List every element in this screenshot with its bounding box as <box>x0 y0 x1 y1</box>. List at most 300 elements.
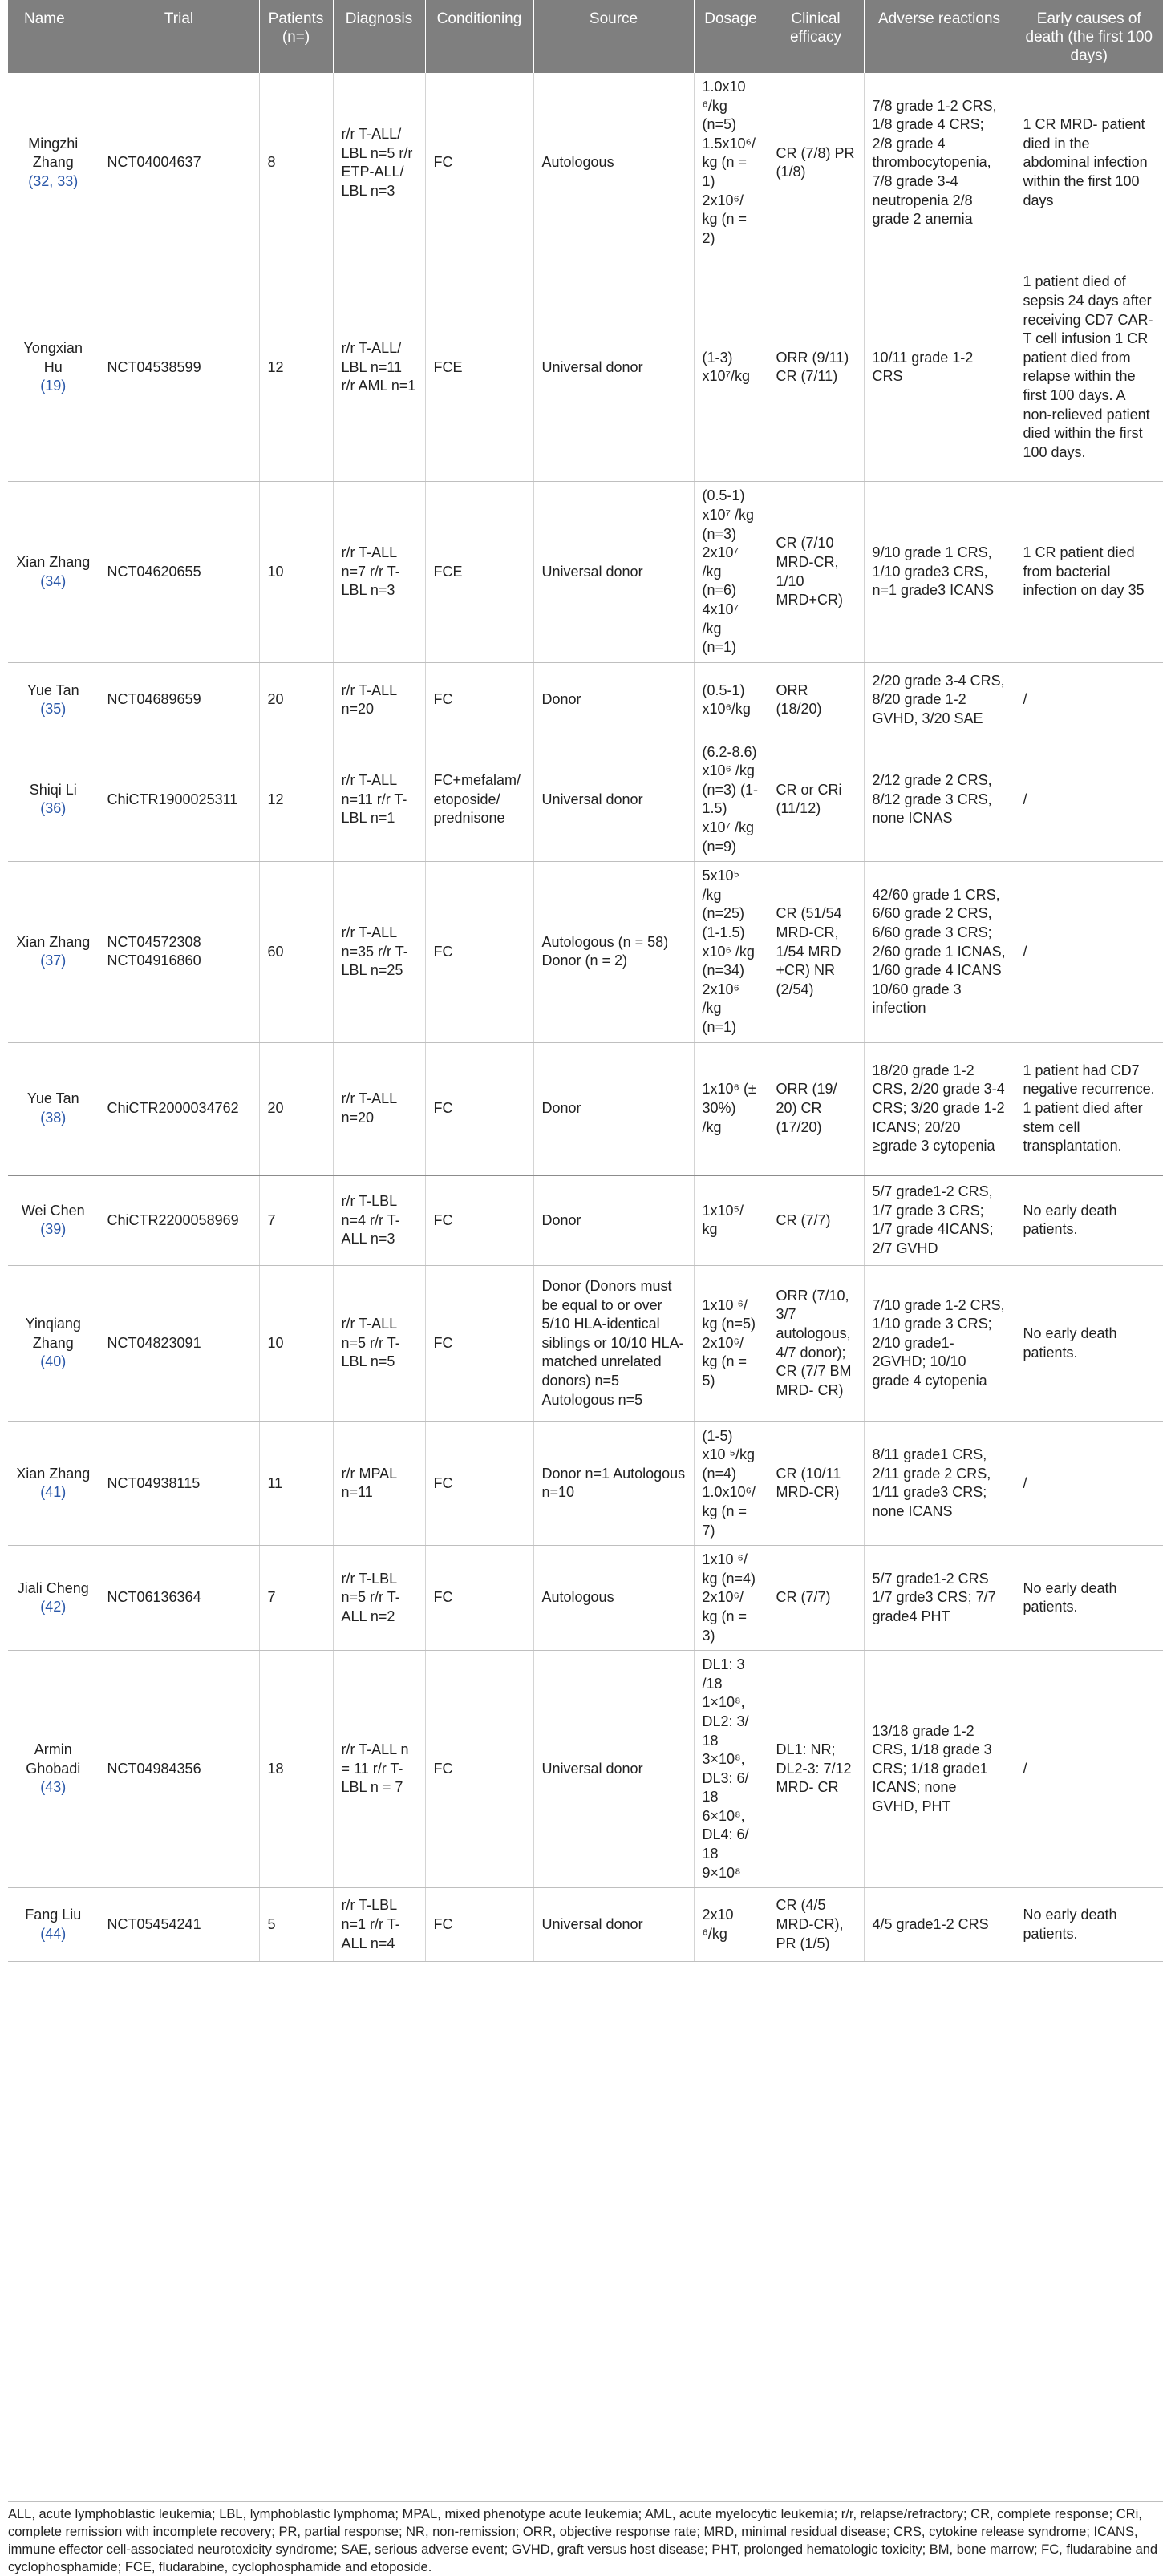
dosage-text: 1x10 ⁶/ kg (n=5) 2x10⁶/ kg (n = 5) <box>702 1296 756 1389</box>
cell-conditioning <box>425 862 533 1042</box>
table-row <box>8 738 1163 862</box>
cell-name <box>8 253 99 482</box>
reference-link[interactable]: (37) <box>40 952 67 969</box>
patients-text: 18 <box>267 1760 284 1777</box>
adverse-text: 5/7 grade1-2 CRS, 1/7 grade 3 CRS; 1/7 grade 4ICANS; 2/7 GVHD <box>872 1183 994 1256</box>
cell-source <box>533 862 694 1042</box>
cell-diagnosis <box>333 1888 425 1962</box>
header-trial: Trial <box>99 0 259 73</box>
table-row <box>8 1175 1163 1265</box>
cell-efficacy <box>768 1042 864 1175</box>
cell-death <box>1015 253 1163 482</box>
diagnosis-text: r/r T-ALL n=5 r/r T-LBL n=5 <box>341 1316 400 1370</box>
dosage-text: (0.5-1) x10⁷ /kg (n=3) 2x10⁷ /kg (n=6) 4x10⁷ /kg (n=1) <box>702 487 755 656</box>
cell-conditioning <box>425 662 533 738</box>
efficacy-text: CR (10/11 MRD-CR) <box>776 1465 841 1501</box>
reference-link[interactable]: (35) <box>40 701 67 718</box>
death-text: / <box>1023 1474 1027 1491</box>
cell-death <box>1015 73 1163 253</box>
patients-text: 7 <box>267 1589 276 1606</box>
cell-adverse <box>864 1888 1015 1962</box>
investigator-name: Fang Liu <box>25 1907 82 1923</box>
cell-source <box>533 1175 694 1265</box>
cell-patients <box>259 1651 333 1888</box>
cell-dosage <box>694 1546 768 1651</box>
cell-diagnosis <box>333 1175 425 1265</box>
dosage-text: DL1: 3 /18 1×10⁸, DL2: 3/ 18 3×10⁸, DL3: 6/ 18 6×10⁸, DL4: 6/ 18 9×10⁸ <box>702 1656 749 1881</box>
dosage-text: (1-5) x10 ⁵/kg (n=4) 1.0x10⁶/ kg (n = 7) <box>702 1427 756 1539</box>
adverse-text: 8/11 grade1 CRS, 2/11 grade 2 CRS, 1/11 grade3 CRS; none ICANS <box>872 1446 991 1519</box>
cell-name <box>8 1265 99 1421</box>
diagnosis-text: r/r T-ALL n=7 r/r T-LBL n=3 <box>341 544 400 599</box>
efficacy-text: CR (4/5 MRD-CR), PR (1/5) <box>776 1897 844 1951</box>
cell-dosage <box>694 662 768 738</box>
conditioning-text: FCE <box>433 358 463 375</box>
diagnosis-text: r/r T-ALL/ LBL n=5 r/r ETP-ALL/ LBL n=3 <box>341 125 413 199</box>
table-row <box>8 253 1163 482</box>
death-text: 1 CR MRD- patient died in the abdominal infection within the first 100 days <box>1023 116 1148 208</box>
cell-adverse <box>864 738 1015 862</box>
conditioning-text: FC <box>433 691 453 708</box>
diagnosis-text: r/r T-LBL n=1 r/r T-ALL n=4 <box>341 1897 400 1951</box>
trial-text: ChiCTR2000034762 <box>107 1100 239 1117</box>
table-row <box>8 1421 1163 1546</box>
cell-efficacy <box>768 862 864 1042</box>
cell-efficacy <box>768 1175 864 1265</box>
patients-text: 12 <box>267 358 284 375</box>
efficacy-text: ORR (18/20) <box>776 681 822 718</box>
investigator-name: Yongxian Hu <box>23 339 83 375</box>
cell-efficacy <box>768 253 864 482</box>
cell-conditioning <box>425 73 533 253</box>
cell-source <box>533 1265 694 1421</box>
death-text: / <box>1023 791 1027 807</box>
cell-trial <box>99 1175 259 1265</box>
cell-efficacy <box>768 1651 864 1888</box>
cell-trial <box>99 862 259 1042</box>
cell-diagnosis <box>333 1651 425 1888</box>
table-row <box>8 1265 1163 1421</box>
dosage-text: 5x10⁵ /kg (n=25) (1-1.5) x10⁶ /kg (n=34) 2x10⁶ /kg (n=1) <box>702 867 755 1035</box>
cell-dosage <box>694 1042 768 1175</box>
table-body <box>8 73 1163 1962</box>
cell-trial <box>99 662 259 738</box>
reference-link[interactable]: (42) <box>40 1599 67 1616</box>
clinical-trials-table <box>8 0 1163 1962</box>
dosage-text: 1.0x10 ⁶/kg (n=5) 1.5x10⁶/ kg (n = 1) 2x10⁶/ kg (n = 2) <box>702 79 756 246</box>
trial-text: NCT06136364 <box>107 1589 201 1606</box>
dosage-text: (0.5-1) x10⁶/kg <box>702 681 751 718</box>
efficacy-text: CR or CRi (11/12) <box>776 781 842 817</box>
cell-name <box>8 73 99 253</box>
cell-conditioning <box>425 1888 533 1962</box>
cell-name <box>8 1651 99 1888</box>
cell-conditioning <box>425 1421 533 1546</box>
efficacy-text: DL1: NR; DL2-3: 7/12 MRD- CR <box>776 1741 852 1796</box>
death-text: No early death patients. <box>1023 1325 1117 1361</box>
table-row <box>8 1888 1163 1962</box>
cell-adverse <box>864 662 1015 738</box>
investigator-name: Wei Chen <box>21 1202 85 1219</box>
cell-efficacy <box>768 662 864 738</box>
header-dosage: Dosage <box>694 0 768 73</box>
cell-patients <box>259 1175 333 1265</box>
cell-death <box>1015 862 1163 1042</box>
cell-death <box>1015 1421 1163 1546</box>
diagnosis-text: r/r T-ALL n=20 <box>341 681 397 718</box>
source-text: Donor <box>541 691 581 708</box>
trial-text: NCT04620655 <box>107 563 201 580</box>
cell-dosage <box>694 738 768 862</box>
cell-patients <box>259 1888 333 1962</box>
cell-adverse <box>864 253 1015 482</box>
reference-link[interactable]: (41) <box>40 1484 67 1501</box>
investigator-name: Xian Zhang <box>16 553 91 570</box>
death-text: / <box>1023 943 1027 960</box>
diagnosis-text: r/r MPAL n=11 <box>341 1465 397 1501</box>
trial-text: ChiCTR1900025311 <box>107 791 238 807</box>
cell-dosage <box>694 1421 768 1546</box>
table-row <box>8 662 1163 738</box>
investigator-name: Shiqi Li <box>29 781 77 798</box>
patients-text: 20 <box>267 691 284 708</box>
death-text: No early death patients. <box>1023 1907 1117 1942</box>
cell-efficacy <box>768 482 864 662</box>
cell-adverse <box>864 1265 1015 1421</box>
cell-patients <box>259 73 333 253</box>
cell-conditioning <box>425 738 533 862</box>
investigator-name: Xian Zhang <box>16 933 91 950</box>
conditioning-text: FC <box>433 1334 453 1351</box>
death-text: 1 patient had CD7 negative recurrence. 1 patient died after stem cell transplantation. <box>1023 1062 1155 1155</box>
cell-patients <box>259 662 333 738</box>
cell-efficacy <box>768 73 864 253</box>
header-efficacy: Clinical efficacy <box>768 0 864 73</box>
cell-adverse <box>864 862 1015 1042</box>
cell-source <box>533 1651 694 1888</box>
cell-patients <box>259 482 333 662</box>
cell-source <box>533 73 694 253</box>
cell-patients <box>259 738 333 862</box>
cell-efficacy <box>768 1265 864 1421</box>
header-diagnosis: Diagnosis <box>333 0 425 73</box>
table-header-row <box>8 0 1163 73</box>
cell-adverse <box>864 1421 1015 1546</box>
trial-text: NCT04823091 <box>107 1334 201 1351</box>
diagnosis-text: r/r T-LBL n=5 r/r T-ALL n=2 <box>341 1570 400 1624</box>
trial-text: ChiCTR2200058969 <box>107 1211 239 1228</box>
trial-text: NCT04572308 NCT04916860 <box>107 933 201 969</box>
header-patients: Patients (n=) <box>259 0 333 73</box>
table-row <box>8 862 1163 1042</box>
trial-text: NCT04984356 <box>107 1760 201 1777</box>
cell-conditioning <box>425 1546 533 1651</box>
cell-death <box>1015 1042 1163 1175</box>
conditioning-text: FC <box>433 1211 453 1228</box>
cell-trial <box>99 1265 259 1421</box>
adverse-text: 2/20 grade 3-4 CRS, 8/20 grade 1-2 GVHD, 3/20 SAE <box>872 672 1005 726</box>
source-text: Universal donor <box>541 1915 643 1932</box>
cell-dosage <box>694 862 768 1042</box>
cell-source <box>533 253 694 482</box>
cell-diagnosis <box>333 1546 425 1651</box>
source-text: Universal donor <box>541 1760 643 1777</box>
cell-efficacy <box>768 1421 864 1546</box>
reference-link[interactable]: (36) <box>40 800 67 817</box>
cell-conditioning <box>425 1265 533 1421</box>
patients-text: 7 <box>267 1211 276 1228</box>
patients-text: 8 <box>267 154 276 171</box>
conditioning-text: FC <box>433 1915 453 1932</box>
source-text: Donor <box>541 1100 581 1117</box>
header-conditioning: Conditioning <box>425 0 533 73</box>
cell-dosage <box>694 1888 768 1962</box>
cell-source <box>533 1546 694 1651</box>
cell-efficacy <box>768 1546 864 1651</box>
patients-text: 10 <box>267 1334 284 1351</box>
patients-text: 11 <box>267 1474 283 1491</box>
patients-text: 10 <box>267 563 284 580</box>
conditioning-text: FC <box>433 154 453 171</box>
cell-trial <box>99 1042 259 1175</box>
dosage-text: 1x10⁶ (± 30%) /kg <box>702 1081 756 1135</box>
dosage-text: 1x10⁵/ kg <box>702 1202 744 1238</box>
cell-efficacy <box>768 738 864 862</box>
source-text: Autologous <box>541 1589 614 1606</box>
diagnosis-text: r/r T-ALL n=35 r/r T-LBL n=25 <box>341 924 408 979</box>
adverse-text: 2/12 grade 2 CRS, 8/12 grade 3 CRS, none ICNAS <box>872 772 992 827</box>
cell-name <box>8 1888 99 1962</box>
cell-adverse <box>864 73 1015 253</box>
cell-patients <box>259 1421 333 1546</box>
cell-trial <box>99 253 259 482</box>
death-text: 1 patient died of sepsis 24 days after receiving CD7 CAR-T cell infusion 1 CR patient died from relapse within the first 100 days. A non-relieved patient died within the first 100 days. <box>1023 273 1153 460</box>
adverse-text: 42/60 grade 1 CRS, 6/60 grade 2 CRS, 6/60 grade 3 CRS; 2/60 grade 1 ICNAS, 1/60 grade 4 ICANS 10/60 grade 3 infection <box>872 886 1006 1017</box>
efficacy-text: ORR (9/11) CR (7/11) <box>776 349 849 385</box>
source-text: Universal donor <box>541 563 643 580</box>
efficacy-text: CR (7/10 MRD-CR, 1/10 MRD+CR) <box>776 535 843 609</box>
cell-name <box>8 482 99 662</box>
adverse-text: 9/10 grade 1 CRS, 1/10 grade3 CRS, n=1 grade3 ICANS <box>872 544 995 599</box>
cell-trial <box>99 73 259 253</box>
conditioning-text: FC <box>433 1474 453 1491</box>
reference-link[interactable]: (19) <box>40 378 67 394</box>
diagnosis-text: r/r T-ALL n=11 r/r T-LBL n=1 <box>341 772 407 827</box>
patients-text: 60 <box>267 943 284 960</box>
cell-source <box>533 738 694 862</box>
cell-trial <box>99 1651 259 1888</box>
reference-link[interactable]: (39) <box>40 1221 67 1238</box>
table-row <box>8 1546 1163 1651</box>
diagnosis-text: r/r T-LBL n=4 r/r T-ALL n=3 <box>341 1192 400 1248</box>
cell-diagnosis <box>333 862 425 1042</box>
header-adverse: Adverse reactions <box>864 0 1015 73</box>
reference-link[interactable]: (40) <box>40 1353 67 1370</box>
death-text: 1 CR patient died from bacterial infection on day 35 <box>1023 544 1145 599</box>
cell-name <box>8 1175 99 1265</box>
cell-diagnosis <box>333 1265 425 1421</box>
cell-name <box>8 862 99 1042</box>
table-row <box>8 482 1163 662</box>
table-row <box>8 73 1163 253</box>
cell-conditioning <box>425 1651 533 1888</box>
cell-dosage <box>694 1265 768 1421</box>
adverse-text: 18/20 grade 1-2 CRS, 2/20 grade 3-4 CRS; 3/20 grade 1-2 ICANS; 20/20 ≥grade 3 cytopenia <box>872 1062 1005 1155</box>
cell-adverse <box>864 1546 1015 1651</box>
table-row <box>8 1042 1163 1175</box>
cell-source <box>533 662 694 738</box>
trial-text: NCT04689659 <box>107 691 201 708</box>
cell-diagnosis <box>333 662 425 738</box>
cell-patients <box>259 1265 333 1421</box>
adverse-text: 10/11 grade 1-2 CRS <box>872 349 974 385</box>
cell-name <box>8 1042 99 1175</box>
efficacy-text: CR (7/8) PR (1/8) <box>776 144 855 180</box>
cell-source <box>533 1042 694 1175</box>
reference-link[interactable]: (34) <box>40 572 67 589</box>
trial-text: NCT04538599 <box>107 358 201 375</box>
cell-death <box>1015 738 1163 862</box>
trial-text: NCT04938115 <box>107 1474 201 1491</box>
cell-name <box>8 738 99 862</box>
death-text: No early death patients. <box>1023 1579 1117 1616</box>
efficacy-text: ORR (7/10, 3/7 autologous, 4/7 donor); CR (7/7 BM MRD- CR) <box>776 1287 852 1398</box>
cell-patients <box>259 1042 333 1175</box>
cell-trial <box>99 1421 259 1546</box>
patients-text: 20 <box>267 1100 284 1117</box>
cell-diagnosis <box>333 482 425 662</box>
investigator-name: Yue Tan <box>26 681 79 698</box>
cell-death <box>1015 1175 1163 1265</box>
cell-dosage <box>694 253 768 482</box>
cell-dosage <box>694 1175 768 1265</box>
cell-adverse <box>864 482 1015 662</box>
death-text: No early death patients. <box>1023 1202 1117 1238</box>
adverse-text: 13/18 grade 1-2 CRS, 1/18 grade 3 CRS; 1/18 grade1 ICANS; none GVHD, PHT <box>872 1722 992 1815</box>
adverse-text: 7/8 grade 1-2 CRS, 1/8 grade 4 CRS; 2/8 grade 4 thrombocytopenia, 7/8 grade 3-4 neutropenia 2/8 grade 2 anemia <box>872 97 997 228</box>
source-text: Universal donor <box>541 358 643 375</box>
conditioning-text: FC <box>433 1589 453 1606</box>
cell-dosage <box>694 73 768 253</box>
dosage-text: 2x10 ⁶/kg <box>702 1907 734 1942</box>
cell-diagnosis <box>333 73 425 253</box>
source-text: Donor <box>541 1211 581 1228</box>
cell-patients <box>259 253 333 482</box>
cell-name <box>8 1421 99 1546</box>
cell-diagnosis <box>333 738 425 862</box>
efficacy-text: CR (51/54 MRD-CR, 1/54 MRD +CR) NR (2/54) <box>776 905 842 997</box>
cell-trial <box>99 1888 259 1962</box>
cell-trial <box>99 1546 259 1651</box>
reference-link[interactable]: (38) <box>40 1109 67 1126</box>
dosage-text: 1x10 ⁶/ kg (n=4) 2x10⁶/ kg (n = 3) <box>702 1551 756 1644</box>
cell-death <box>1015 662 1163 738</box>
source-text: Universal donor <box>541 791 643 807</box>
cell-conditioning <box>425 1042 533 1175</box>
header-death: Early causes of death (the first 100 days) <box>1015 0 1163 73</box>
investigator-name: Armin Ghobadi <box>26 1741 81 1777</box>
cell-patients <box>259 862 333 1042</box>
efficacy-text: CR (7/7) <box>776 1589 831 1606</box>
death-text: / <box>1023 691 1027 708</box>
investigator-name: Mingzhi Zhang <box>28 135 79 171</box>
cell-death <box>1015 1651 1163 1888</box>
conditioning-text: FC <box>433 1760 453 1777</box>
cell-diagnosis <box>333 253 425 482</box>
reference-link[interactable]: (32, 33) <box>28 172 79 189</box>
cell-patients <box>259 1546 333 1651</box>
cell-adverse <box>864 1175 1015 1265</box>
reference-link[interactable]: (43) <box>40 1779 67 1796</box>
conditioning-text: FC+mefalam/ etoposide/ prednisone <box>433 772 521 827</box>
source-text: Donor (Donors must be equal to or over 5/10 HLA-identical siblings or 10/10 HLA-matched unrelated donors) n=5 Autologous n=5 <box>541 1278 684 1408</box>
diagnosis-text: r/r T-ALL n=20 <box>341 1090 397 1126</box>
dosage-text: (1-3) x10⁷/kg <box>702 349 751 385</box>
cell-conditioning <box>425 1175 533 1265</box>
patients-text: 5 <box>267 1915 276 1932</box>
death-text: / <box>1023 1760 1027 1777</box>
cell-adverse <box>864 1651 1015 1888</box>
efficacy-text: ORR (19/ 20) CR (17/20) <box>776 1081 837 1135</box>
efficacy-text: CR (7/7) <box>776 1211 831 1228</box>
diagnosis-text: r/r T-ALL n = 11 r/r T-LBL n = 7 <box>341 1741 409 1796</box>
trial-text: NCT04004637 <box>107 154 201 171</box>
adverse-text: 7/10 grade 1-2 CRS, 1/10 grade 3 CRS; 2/10 grade1- 2GVHD; 10/10 grade 4 cytopenia <box>872 1296 1005 1389</box>
cell-source <box>533 1421 694 1546</box>
cell-adverse <box>864 1042 1015 1175</box>
conditioning-text: FC <box>433 943 453 960</box>
adverse-text: 5/7 grade1-2 CRS 1/7 grde3 CRS; 7/7 grade4 PHT <box>872 1570 996 1624</box>
conditioning-text: FC <box>433 1100 453 1117</box>
cell-conditioning <box>425 482 533 662</box>
source-text: Autologous <box>541 154 614 171</box>
reference-link[interactable]: (44) <box>40 1925 67 1942</box>
investigator-name: Jiali Cheng <box>17 1579 89 1596</box>
cell-death <box>1015 1546 1163 1651</box>
conditioning-text: FCE <box>433 563 463 580</box>
cell-death <box>1015 1265 1163 1421</box>
header-name: Name <box>8 0 99 73</box>
cell-dosage <box>694 1651 768 1888</box>
source-text: Donor n=1 Autologous n=10 <box>541 1465 686 1501</box>
cell-source <box>533 1888 694 1962</box>
table-row <box>8 1651 1163 1888</box>
cell-source <box>533 482 694 662</box>
trial-text: NCT05454241 <box>107 1915 201 1932</box>
adverse-text: 4/5 grade1-2 CRS <box>872 1915 989 1932</box>
table-footnote: ALL, acute lymphoblastic leukemia; LBL, lymphoblastic lymphoma; MPAL, mixed phenotype acute leukemia; AML, acute myelocytic leukemia; r/r, relapse/refractory; CR, complete response; CRi, complete remission with incomplete recovery; PR, partial response; NR, non-remission; ORR, objective response rate; MRD, minimal residual disease; CRS, cytokine release syndrome; ICANS, immune effector cell-associated neurotoxicity syndrome; SAE, serious adverse event; GVHD, graft versus host disease; PHT, prolonged hematologic toxicity; BM, bone marrow; FC, fludarabine and cyclophosphamide; FCE, fludarabine, cyclophosphamide and etoposide. <box>8 2501 1163 2576</box>
cell-name <box>8 1546 99 1651</box>
cell-death <box>1015 1888 1163 1962</box>
cell-name <box>8 662 99 738</box>
cell-diagnosis <box>333 1421 425 1546</box>
cell-trial <box>99 482 259 662</box>
investigator-name: Yinqiang Zhang <box>25 1316 81 1351</box>
cell-conditioning <box>425 253 533 482</box>
investigator-name: Yue Tan <box>26 1090 79 1107</box>
cell-death <box>1015 482 1163 662</box>
source-text: Autologous (n = 58) Donor (n = 2) <box>541 933 669 969</box>
cell-diagnosis <box>333 1042 425 1175</box>
cell-efficacy <box>768 1888 864 1962</box>
header-source: Source <box>533 0 694 73</box>
diagnosis-text: r/r T-ALL/ LBL n=11 r/r AML n=1 <box>341 339 416 394</box>
investigator-name: Xian Zhang <box>16 1465 91 1482</box>
dosage-text: (6.2-8.6) x10⁶ /kg (n=3) (1-1.5) x10⁷ /kg (n=9) <box>702 743 759 855</box>
cell-trial <box>99 738 259 862</box>
patients-text: 12 <box>267 791 284 807</box>
cell-dosage <box>694 482 768 662</box>
